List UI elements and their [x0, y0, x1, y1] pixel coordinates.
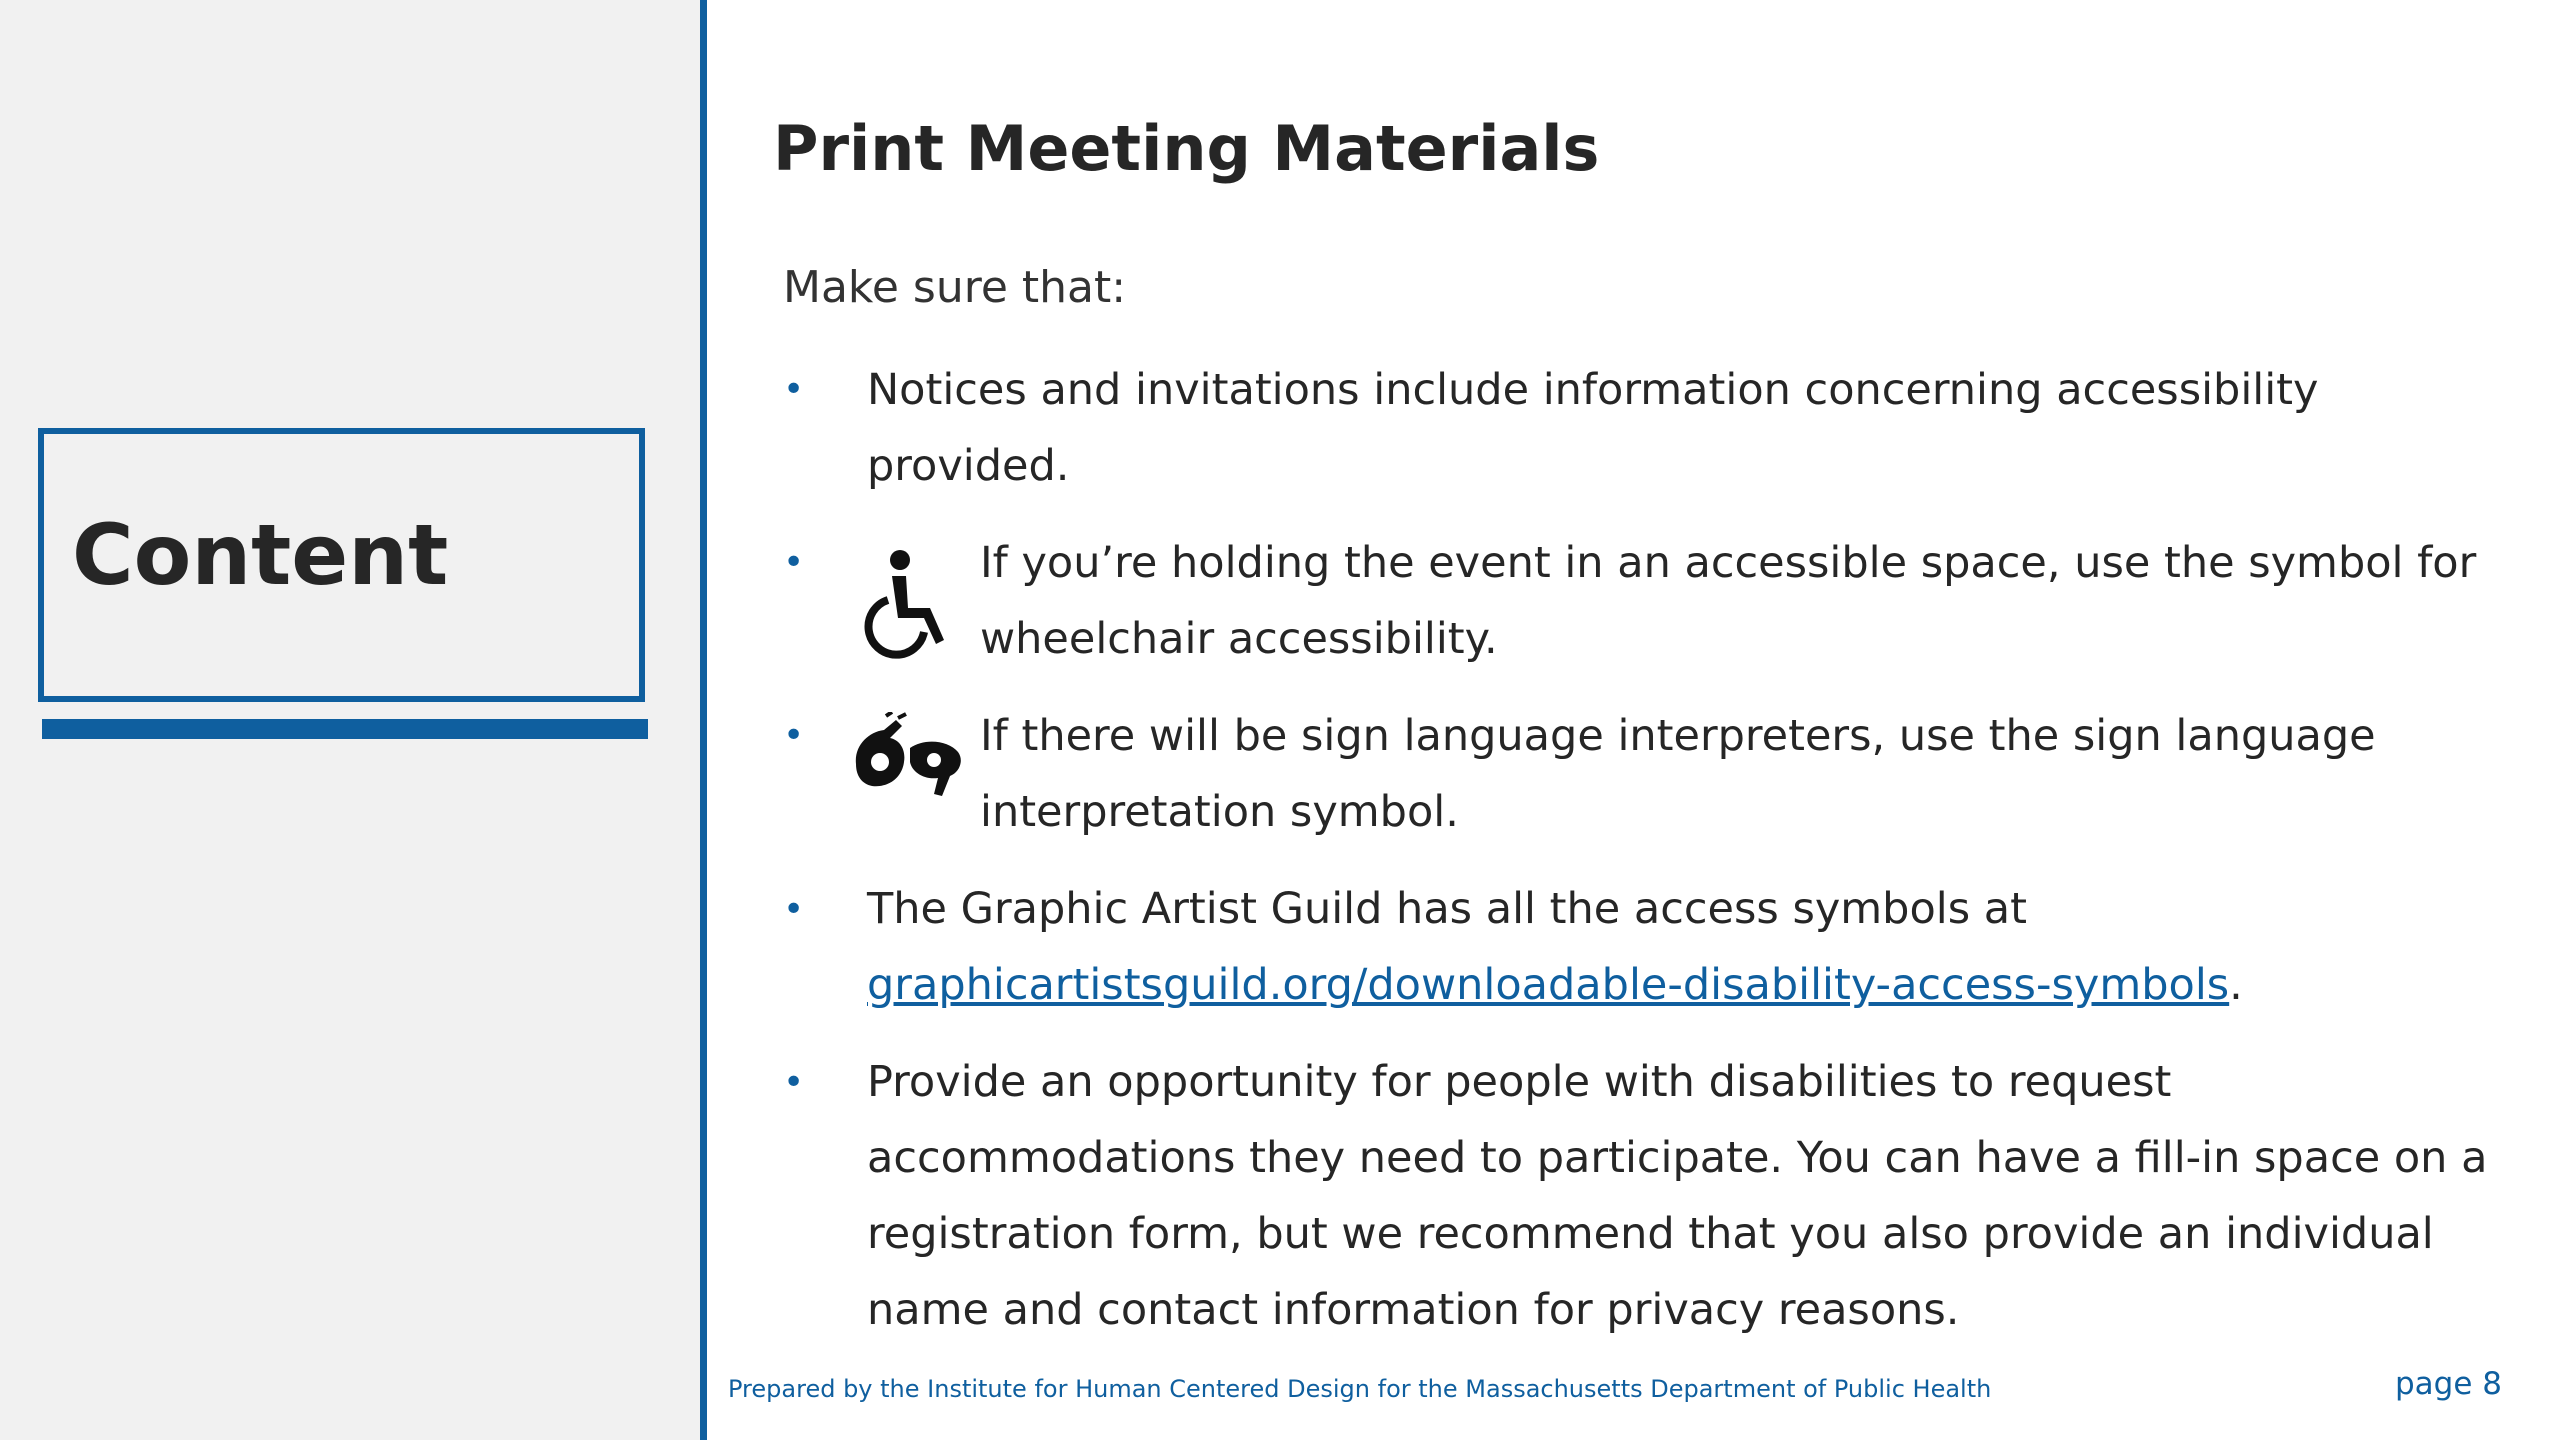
vertical-divider	[700, 0, 707, 1440]
bullet-marker: •	[783, 1062, 805, 1103]
bullet-line: accommodations they need to participate. You can have a fill-in space on a	[867, 1133, 2488, 1183]
wheelchair-accessibility-icon	[858, 548, 958, 660]
bullet-text-wheelchair	[980, 525, 2476, 677]
bullet-marker: •	[783, 889, 805, 930]
bullet-text-notices	[867, 352, 2318, 504]
intro-text: Make sure that:	[783, 262, 1127, 313]
guild-symbols-link[interactable]: graphicartistsguild.org/downloadable-disability-access-symbols	[867, 960, 2230, 1010]
bullet-marker: •	[783, 542, 805, 583]
bullet-line: provided.	[867, 441, 1070, 491]
bullet-line: If you’re holding the event in an accessible space, use the symbol for	[980, 538, 2477, 588]
bullet-line: Notices and invitations include information concerning accessibility	[867, 365, 2319, 415]
bullet-line: If there will be sign language interpreters, use the sign language	[980, 711, 2376, 761]
section-underline-bar	[42, 719, 648, 739]
bullet-line: Provide an opportunity for people with disabilities to request	[867, 1057, 2172, 1107]
bullet-marker: •	[783, 369, 805, 410]
page-number: page 8	[2395, 1366, 2503, 1402]
bullet-text-guild	[867, 871, 2243, 1023]
bullet-line: wheelchair accessibility.	[980, 614, 1498, 664]
bullet-text-sign-language	[980, 698, 2376, 850]
section-title-box	[38, 428, 645, 702]
footer-credit: Prepared by the Institute for Human Centered Design for the Massachusetts Department of Public Health	[728, 1375, 1992, 1403]
section-title: Content	[72, 506, 449, 604]
bullet-text-accommodations	[867, 1044, 2487, 1348]
bullet-line: name and contact information for privacy reasons.	[867, 1285, 1960, 1335]
bullet-line: The Graphic Artist Guild has all the access symbols at	[867, 884, 2028, 934]
sidebar-panel	[0, 0, 700, 1440]
slide-title: Print Meeting Materials	[773, 112, 1600, 185]
bullet-line: interpretation symbol.	[980, 787, 1459, 837]
bullet-line: registration form, but we recommend that you also provide an individual	[867, 1209, 2434, 1259]
sign-language-interpretation-icon	[850, 712, 966, 804]
link-suffix: .	[2229, 960, 2243, 1010]
bullet-marker: •	[783, 715, 805, 756]
bullet-line-link	[867, 947, 2243, 1023]
